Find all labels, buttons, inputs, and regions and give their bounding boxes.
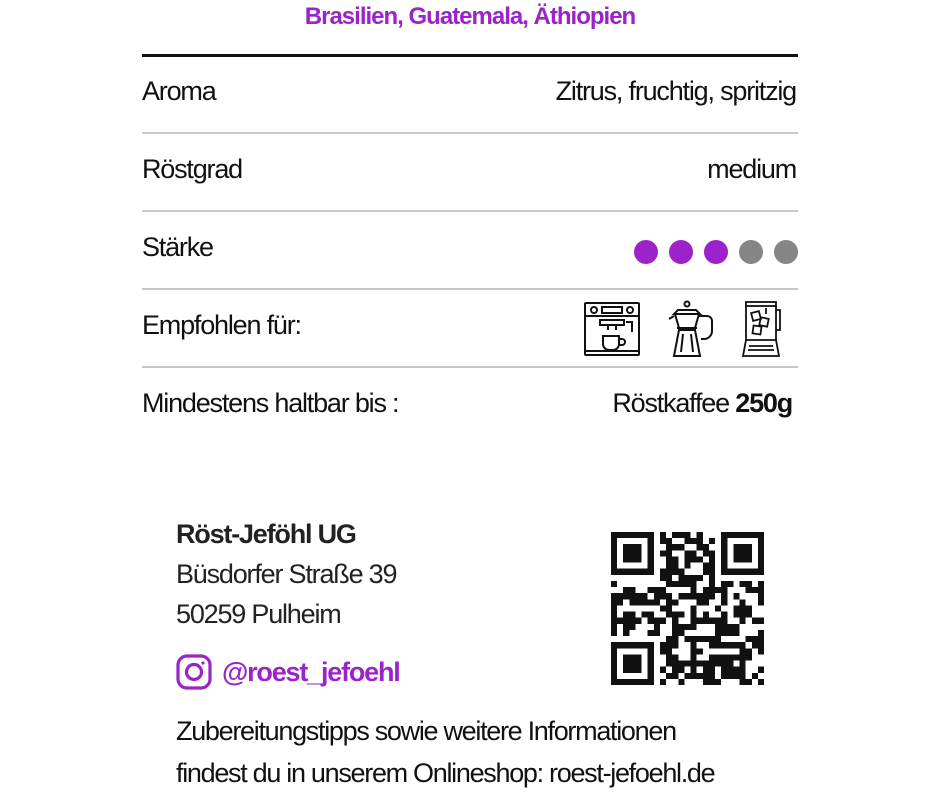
weight-value: 250g <box>735 388 792 418</box>
aroma-label: Aroma <box>142 76 216 106</box>
cold-brew-pitcher-icon <box>740 300 784 360</box>
best-before-label: Mindestens haltbar bis : <box>142 388 399 418</box>
info-text <box>176 710 714 794</box>
espresso-machine-icon <box>582 300 642 360</box>
row-strength <box>142 212 798 290</box>
brew-method-icons <box>582 300 784 360</box>
row-aroma <box>142 56 798 134</box>
street-address: Büsdorfer Straße 39 <box>176 559 397 589</box>
origin-title: Brasilien, Guatemala, Äthiopien <box>304 3 636 30</box>
roast-label: Röstgrad <box>142 154 242 184</box>
strength-dot <box>739 240 763 264</box>
product-name: Röstkaffee <box>612 388 729 418</box>
city-address: 50259 Pulheim <box>176 599 341 629</box>
row-recommended <box>142 290 798 368</box>
roast-value: medium <box>707 154 796 184</box>
qr-code[interactable] <box>611 532 764 685</box>
moka-pot-icon <box>666 300 716 360</box>
row-best-before <box>142 368 798 446</box>
recommended-label: Empfohlen für: <box>142 310 301 340</box>
instagram-link[interactable] <box>176 654 400 690</box>
address-block <box>176 514 396 634</box>
row-roast <box>142 134 798 212</box>
strength-label: Stärke <box>142 232 213 262</box>
strength-dot <box>774 240 798 264</box>
strength-rating <box>634 240 798 264</box>
instagram-handle[interactable]: @roest_jefoehl <box>222 656 400 687</box>
strength-dot <box>669 240 693 264</box>
strength-dot <box>634 240 658 264</box>
instagram-icon <box>176 654 212 690</box>
company-name: Röst-Jeföhl UG <box>176 519 356 549</box>
aroma-value: Zitrus, fruchtig, spritzig <box>555 76 796 106</box>
info-line-1: Zubereitungstipps sowie weitere Informationen <box>176 716 676 746</box>
info-line-2: findest du in unserem Onlineshop: roest-jefoehl.de <box>176 758 715 788</box>
product-weight <box>612 388 792 419</box>
strength-dot <box>704 240 728 264</box>
